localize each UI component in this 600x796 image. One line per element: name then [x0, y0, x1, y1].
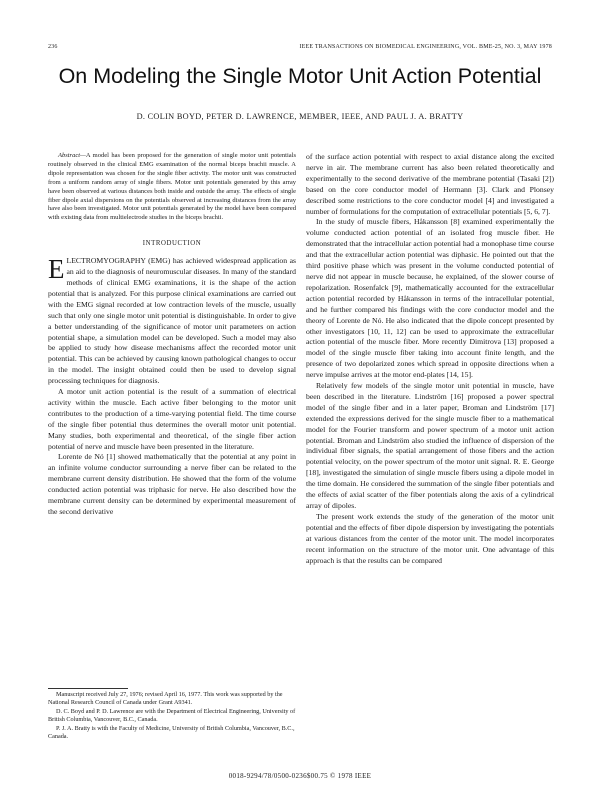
section-heading-introduction: INTRODUCTION — [142, 240, 202, 248]
abstract — [48, 152, 296, 223]
right-paragraph-2: In the study of muscle fibers, Håkansson [8] examined experimentally the volume conducted action potential of an isolated frog muscle fiber. He demonstrated that the intracellular action potential had a monophase time course and that the extracellular action potential was diphasic. He pointed out that the third positive phase which was present in the volume conducted potential of nerve did not appear in muscle because, he explained, of the slower course of repolarization. Rosenfalck [9], mathematically accounted for the extracellular action potential recorded by Håkansson in terms of the intracellular potential, and he further compared his findings with the core conductor model and the theory of Lorente de Nó. He also indicated that the dipole concept presented by other investigators [10, 11, 12] can be used to approximate the extracellular action potential of the muscle fiber. More recently Dimitrova [13] proposed a model of the single muscle fiber taking into account finite length, and the presence of two depolarized zones which spread in opposite directions when a nerve impulse arrives at the motor end-plates [14, 15]. — [306, 217, 554, 380]
right-paragraph-4: The present work extends the study of the generation of the motor unit potential and the effects of fiber dipole dispersion by investigating the potentials at various distances from the center of the motor unit. The model incorporates recent information on the structure of the motor unit. One advantage of this approach is that the results can be compared — [306, 511, 554, 565]
introduction-body — [48, 256, 296, 518]
footnote-affiliation-1: D. C. Boyd and P. D. Lawrence are with the Department of Electrical Engineering, University of British Columbia, Vancouver, B.C., Canada. — [48, 707, 296, 723]
copyright-line: 0018-9294/78/0500-0236$00.75 © 1978 IEEE — [228, 772, 372, 780]
footnote-affiliation-2: P. J. A. Bratty is with the Faculty of Medicine, University of British Columbia, Vancouver, B.C., Canada. — [48, 724, 295, 740]
drop-cap: E — [48, 254, 65, 285]
paper-title: On Modeling the Single Motor Unit Action Potential — [58, 64, 542, 88]
intro-paragraph-3: Lorente de Nó [1] showed mathematically that the potential at any point in an infinite volume conductor surrounding a nerve fiber can be related to the membrane current density distribution. He showed that the form of the volume conducted action potential was triphasic for nerve. He also described how the membrane current density can be determined by experimental measurement of the second derivative — [48, 452, 296, 516]
footnotes — [48, 691, 296, 741]
right-column — [306, 152, 554, 566]
intro-paragraph-1: LECTROMYOGRAPHY (EMG) has achieved widespread application as an aid to the diagnosis of neuromuscular diseases. In many of the standard methods of clinical EMG examinations, it is the shape of the action potential that is analyzed. For this purpose clinical examinations are carried out with the EMG signal recorded at low contraction levels of the muscle, usually such that only one single motor unit potential is distinguishable. In order to give a better understanding of the significance of motor unit parameters on action potential shape, a simulation model can be developed. Such a model may also be applied to study how disease mechanisms affect the recorded motor unit potential. This can be achieved by causing known pathological changes to occur in the model. The insight obtained could then be used to develop signal processing techniques for diagnosis. — [48, 256, 296, 386]
page-number: 236 — [48, 44, 58, 50]
footnote-manuscript: Manuscript received July 27, 1976; revised April 16, 1977. This work was supported by the National Research Council of Canada under Grant A9341. — [48, 691, 283, 706]
intro-paragraph-2: A motor unit action potential is the result of a summation of electrical activity within the muscle. Each active fiber belonging to the motor unit contributes to the production of a time-varying potential field. The time course of the single fiber potential thus determines the overall motor unit potential. Many studies, both experimental and theoretical, of the single fiber action potential of nerve and muscle have been presented in the literature. — [48, 387, 296, 451]
left-column — [48, 152, 296, 518]
right-paragraph-3: Relatively few models of the single motor unit potential in muscle, have been described in the literature. Lindström [16] proposed a power spectral model of the single fiber and in a later paper, Broman and Lindström [17] extended the expressions derived for the single muscle fiber to a mathematical model for the Fourier transform and power spectrum of a motor unit action potential. Broman and Lindström also studied the influence of dispersion of the individual fiber signals, the spatial arrangement of those fibers and the action potential velocity, on the power spectrum of the motor unit signal. R. E. George [18], investigated the simulation of single muscle fibers using a dipole model in the time domain. He considered the summation of the single fiber potentials and the effects of axial scatter of the fiber potentials along the axis of a cylindrical array of dipoles. — [306, 381, 554, 510]
abstract-label: Abstract— — [58, 152, 86, 159]
running-head — [48, 44, 552, 50]
author-line: D. COLIN BOYD, PETER D. LAWRENCE, MEMBER, IEEE, AND PAUL J. A. BRATTY — [136, 112, 464, 121]
journal-header: IEEE TRANSACTIONS ON BIOMEDICAL ENGINEERING, VOL. BME-25, NO. 3, MAY 1978 — [299, 44, 552, 50]
right-paragraph-1: of the surface action potential with respect to axial distance along the excited nerve in air. The membrane current has also been related theoretically and experimentally to the second derivative of the membrane potential (Tasaki [2]) based on the core conductor model of Hermann [3]. Clark and Plonsey described some restrictions to the core conductor model [4] and investigated a number of formulations for the computation of extracellular potentials [5, 6, 7]. — [306, 152, 554, 216]
abstract-text: A model has been proposed for the generation of single motor unit potentials routinely observed in the clinical EMG examination of the normal biceps brachii muscle. A dipole representation was chosen for the single fiber activity. The motor unit was constructed from a uniform random array of single fibers. Motor unit potentials generated by this array have been observed at various distances both inside and outside the array. The effects of single fiber dipole axial dispersions on the potentials observed at increasing distances from the array have also been investigated. Motor unit potentials generated by the model have been compared with existing data from multielectrode studies in the biceps brachii. — [48, 152, 296, 222]
footnote-rule — [48, 688, 128, 689]
